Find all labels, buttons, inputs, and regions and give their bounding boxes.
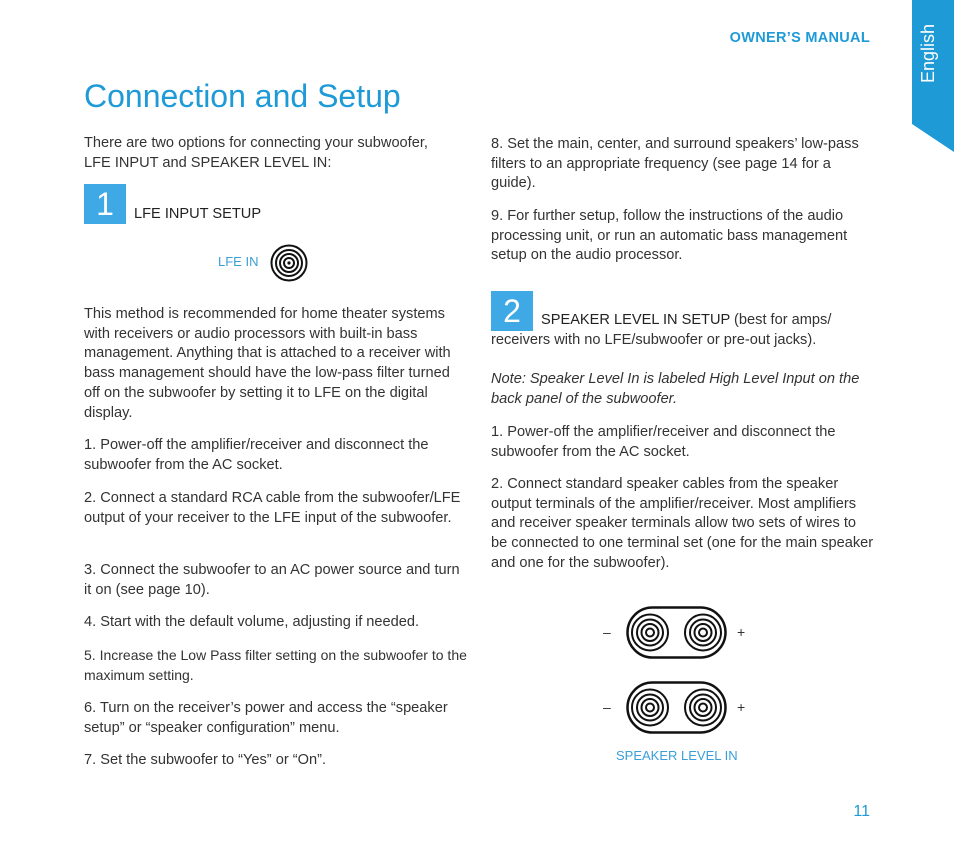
lfe-input-setup-heading: LFE INPUT SETUP: [134, 206, 262, 222]
terminal-jack-bottom-right: [685, 690, 721, 726]
language-tab-label: English: [918, 24, 938, 84]
lfe-in-label: LFE IN: [218, 254, 259, 269]
speaker-level-note: Note: Speaker Level In is labeled High Level Input on the back panel of the subwoofer.: [491, 371, 860, 407]
speaker-level-in-heading-note: (best for amps/ receivers with no LFE/subwoofer or pre-out jacks).: [491, 312, 832, 348]
terminal-plus-bottom: +: [737, 699, 746, 715]
terminal-jack-top-left: [632, 615, 668, 651]
terminal-minus-bottom: –: [603, 699, 611, 715]
lfe-step-8: 8. Set the main, center, and surround speakers’ low-pass filters to an appropriate frequency (see page 14 for a guide).: [491, 136, 859, 192]
lfe-step-6: 6. Turn on the receiver’s power and access the “speaker setup” or “speaker configuration” menu.: [84, 700, 448, 736]
step-2-badge: 2: [491, 291, 533, 331]
speaker-level-in-label: SPEAKER LEVEL IN: [616, 748, 738, 763]
lfe-step-3: 3. Connect the subwoofer to an AC power source and turn it on (see page 10).: [84, 562, 460, 598]
lfe-method-description: This method is recommended for home theater systems with receivers or audio processors with built-in bass management. Anything that is attached to a receiver with bass management should have the low-pass filter turned off on the subwoofer by setting it to LFE on the digital display.: [84, 306, 451, 421]
speaker-terminal-pair-bottom: [626, 681, 727, 734]
terminal-jack-bottom-left: [632, 690, 668, 726]
manual-header-label: OWNER’S MANUAL: [729, 30, 870, 46]
lfe-step-2: 2. Connect a standard RCA cable from the subwoofer/LFE output of your receiver to the LFE input of the subwoofer.: [84, 490, 461, 526]
page-title: Connection and Setup: [84, 78, 401, 114]
intro-paragraph: There are two options for connecting your subwoofer, LFE INPUT and SPEAKER LEVEL IN:: [84, 135, 428, 171]
speaker-terminal-pair-top: [626, 606, 727, 659]
terminal-minus-top: –: [603, 624, 611, 640]
speaker-level-in-heading-paragraph: [491, 311, 871, 350]
speaker-level-in-setup-heading: SPEAKER LEVEL IN SETUP: [541, 312, 730, 328]
lfe-step-5: 5. Increase the Low Pass filter setting on the subwoofer to the maximum setting.: [84, 647, 467, 683]
terminal-jack-top-right: [685, 615, 721, 651]
lfe-step-9: 9. For further setup, follow the instructions of the audio processing unit, or run an automatic bass management setup on the audio processor.: [491, 208, 848, 264]
lfe-step-1: 1. Power-off the amplifier/receiver and disconnect the subwoofer from the AC socket.: [84, 437, 429, 473]
speaker-step-2: 2. Connect standard speaker cables from the speaker output terminals of the amplifier/receiver. Most amplifiers and receiver speaker terminals allow two sets of wires to be connected to one terminal set (one for the main speaker and one for the subwoofer).: [491, 476, 874, 571]
speaker-step-1: 1. Power-off the amplifier/receiver and disconnect the subwoofer from the AC socket.: [491, 424, 836, 460]
lfe-jack-icon: [270, 244, 308, 282]
page-number: 11: [853, 803, 870, 820]
lfe-step-7: 7. Set the subwoofer to “Yes” or “On”.: [84, 752, 326, 768]
terminal-plus-top: +: [737, 624, 746, 640]
lfe-step-4: 4. Start with the default volume, adjusting if needed.: [84, 614, 420, 630]
step-1-badge: 1: [84, 184, 126, 224]
